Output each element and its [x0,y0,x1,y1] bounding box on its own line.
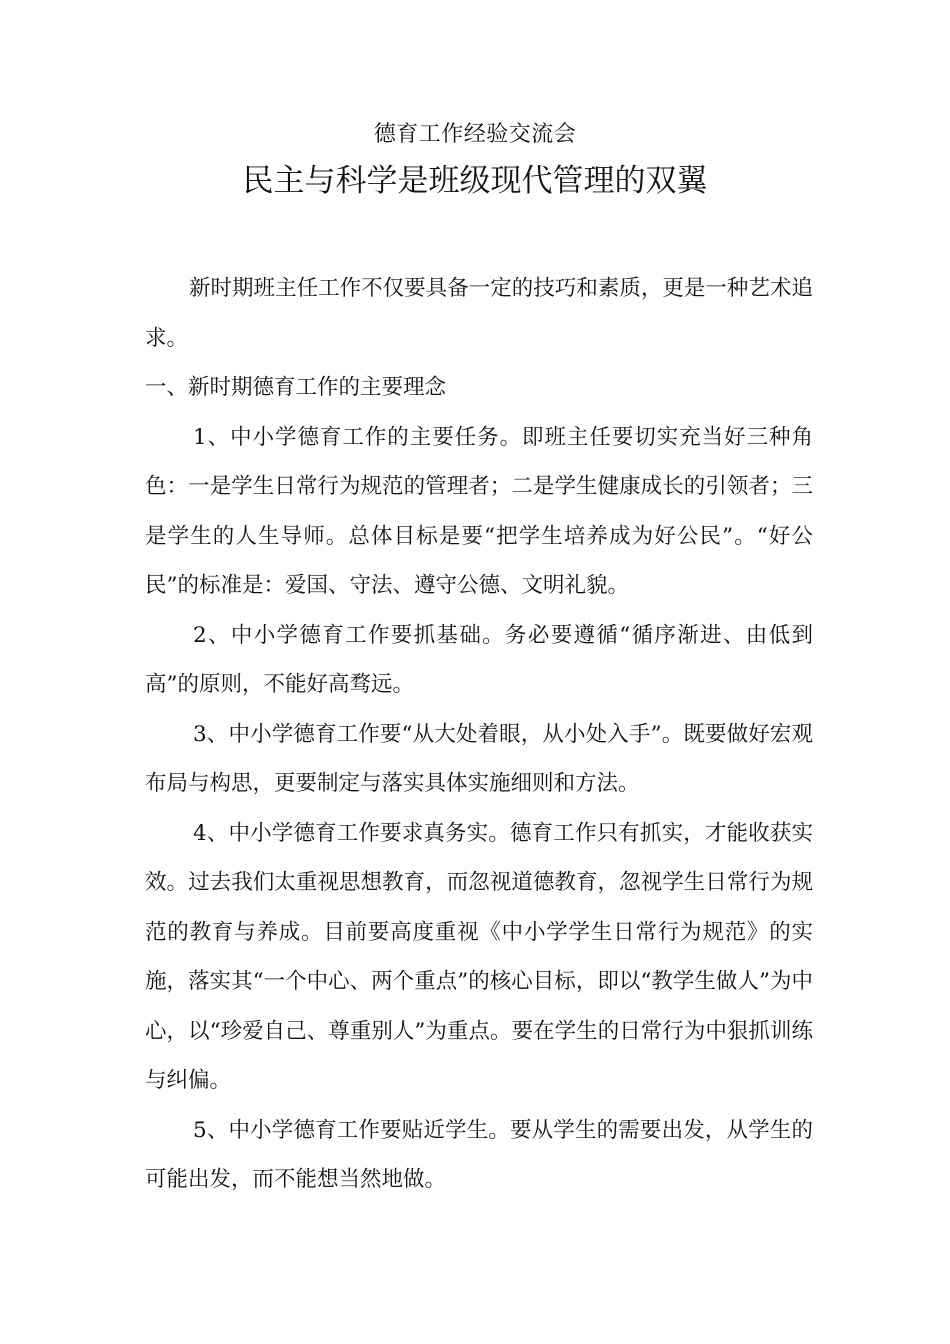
list-item: 4、中小学德育工作要求真务实。德育工作只有抓实，才能收获实效。过去我们太重视思想教育，而忽视道德教育，忽视学生日常行为规范的教育与养成。目前要高度重视《中小学学生日常行为规范》的实施，落实其“一个中心、两个重点”的核心目标，即以“教学生做人”为中心，以“珍爱自己、尊重别人”为重点。要在学生的日常行为中狠抓训练与纠偏。 [145,820,813,1093]
document-title: 民主与科学是班级现代管理的双翼 [242,163,708,199]
list-item: 2、中小学德育工作要抓基础。务必要遵循“循序渐进、由低到高”的原则，不能好高骛远。 [145,622,813,697]
intro-paragraph: 新时期班主任工作不仅要具备一定的技巧和素质，更是一种艺术追求。 [145,276,813,351]
list-item: 5、中小学德育工作要贴近学生。要从学生的需要出发，从学生的可能出发，而不能想当然地做。 [145,1117,813,1192]
section-heading: 一、新时期德育工作的主要理念 [145,375,447,400]
list-item: 1、中小学德育工作的主要任务。即班主任要切实充当好三种角色：一是学生日常行为规范的管理者；二是学生健康成长的引领者；三是学生的人生导师。总体目标是要“把学生培养成为好公民”。“好公民”的标准是：爱国、守法、遵守公德、文明礼貌。 [145,424,813,598]
document-body [145,264,813,1205]
document-subtitle: 德育工作经验交流会 [373,122,577,147]
list-item: 3、中小学德育工作要“从大处着眼，从小处入手”。既要做好宏观布局与构思，更要制定与落实具体实施细则和方法。 [145,721,813,796]
